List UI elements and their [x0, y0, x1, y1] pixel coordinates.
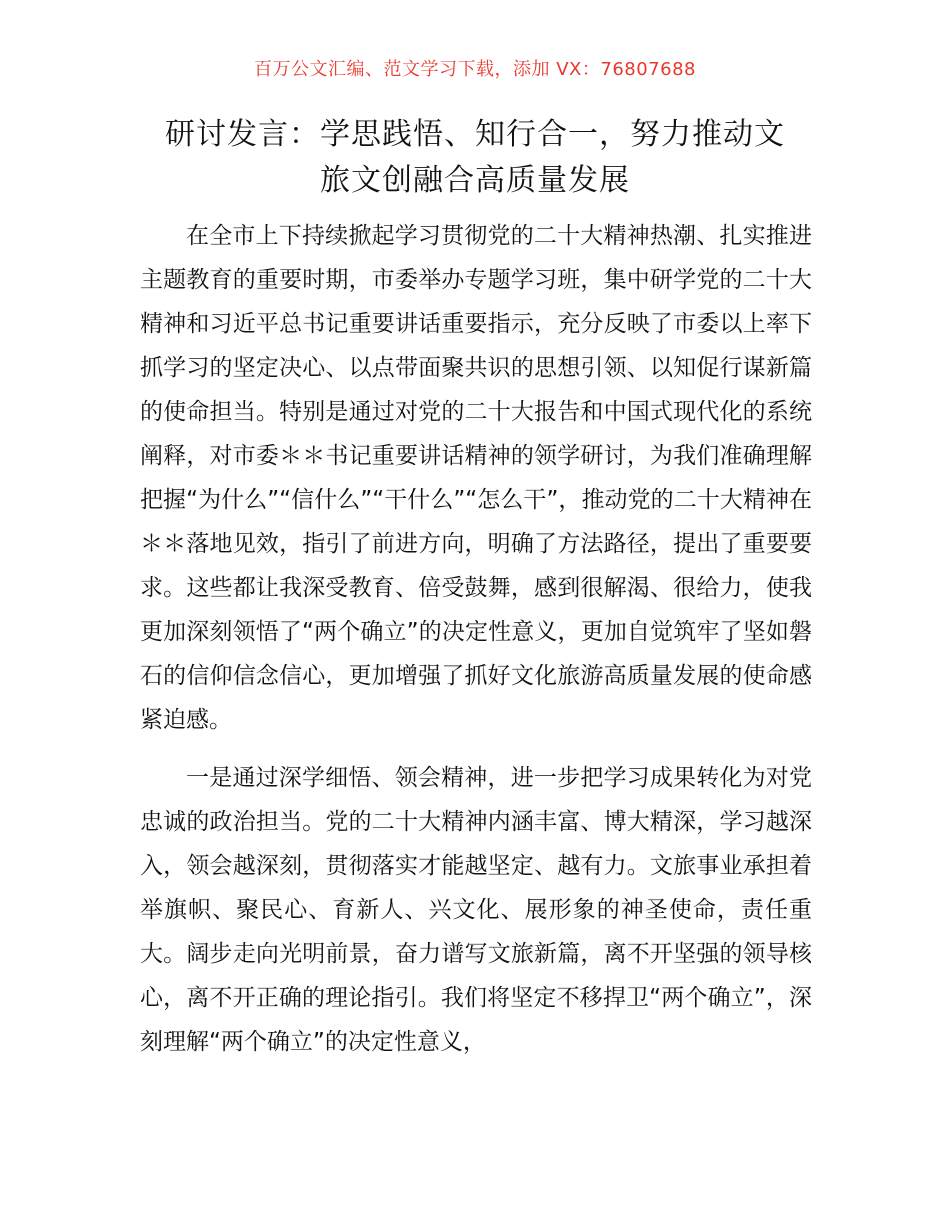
- paragraph-2: 一是通过深学细悟、领会精神，进一步把学习成果转化为对党忠诚的政治担当。党的二十大精神内涵丰富、博大精深，学习越深入，领会越深刻，贯彻落实才能越坚定、越有力。文旅事业承担着举旗帜、聚民心、育新人、兴文化、展形象的神圣使命，责任重大。阔步走向光明前景，奋力谱写文旅新篇，离不开坚强的领导核心，离不开正确的理论指引。我们将坚定不移捍卫“两个确立”，深刻理解“两个确立”的决定性意义，: [140, 765, 812, 1055]
- title-line-1: 研讨发言：学思践悟、知行合一，努力推动文: [165, 117, 785, 152]
- paragraph-1: 在全市上下持续掀起学习贯彻党的二十大精神热潮、扎实推进主题教育的重要时期，市委举办专题学习班，集中研学党的二十大精神和习近平总书记重要讲话重要指示，充分反映了市委以上率下抓学习的坚定决心、以点带面聚共识的思想引领、以知促行谋新篇的使命担当。特别是通过对党的二十大报告和中国式现代化的系统阐释，对市委＊＊书记重要讲话精神的领学研讨，为我们准确理解把握“为什么”“信什么”“干什么”“怎么干”，推动党的二十大精神在＊＊落地见效，指引了前进方向，明确了方法路径，提出了重要要求。这些都让我深受教育、倍受鼓舞，感到很解渴、很给力，使我更加深刻领悟了“两个确立”的决定性意义，更加自觉筑牢了坚如磐石的信仰信念信心，更加增强了抓好文化旅游高质量发展的使命感紧迫感。: [140, 223, 812, 733]
- title-line-2: 旅文创融合高质量发展: [320, 163, 630, 198]
- header-banner: 百万公文汇编、范文学习下载，添加 VX：76807688: [254, 59, 696, 80]
- document-title: [120, 112, 830, 204]
- document-body: [140, 214, 812, 1064]
